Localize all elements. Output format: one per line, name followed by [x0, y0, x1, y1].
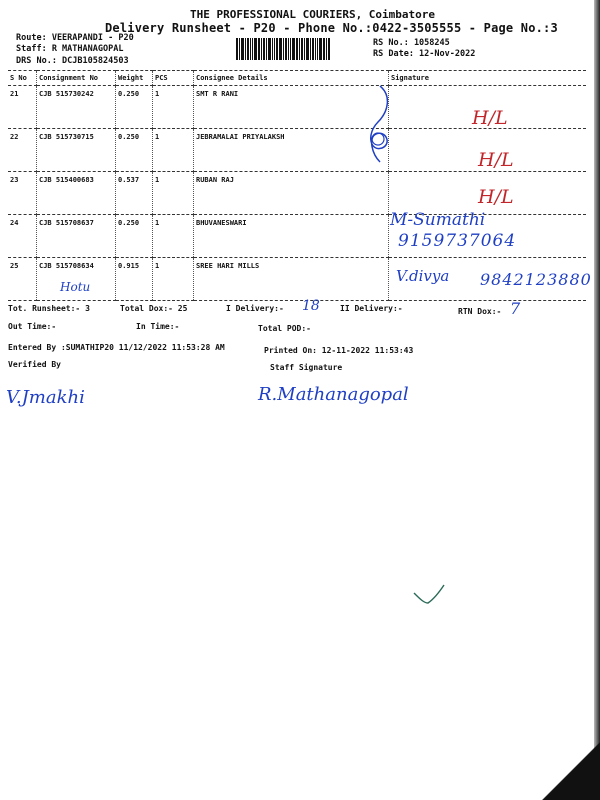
ii-delivery-label: II Delivery:-: [340, 304, 403, 313]
cell-consignee: SMT R RANI: [194, 86, 389, 129]
handwritten-receiver-name-24: M-Sumathi: [390, 210, 486, 230]
cell-weight: 0.250: [116, 86, 153, 129]
handwritten-phone-24: 9159737064: [398, 231, 517, 251]
verified-by-label: Verified By: [8, 360, 61, 369]
cell-pcs: 1: [153, 129, 194, 172]
total-dox: Total Dox:- 25: [120, 304, 188, 313]
table-header-row: [8, 71, 586, 86]
rtn-dox-label: RTN Dox:-: [458, 307, 502, 316]
handwritten-note-25: Hotu: [60, 280, 91, 294]
cell-weight: 0.250: [116, 129, 153, 172]
cell-pcs: 1: [153, 86, 194, 129]
staff-signature-label: Staff Signature: [270, 363, 343, 372]
runsheet-subtitle: Delivery Runsheet - P20 - Phone No.:0422-3505555 - Page No.:3: [105, 21, 558, 35]
scan-fold-corner: [540, 730, 600, 800]
i-delivery-label: I Delivery:-: [226, 304, 284, 313]
out-time: Out Time:-: [8, 322, 57, 331]
total-pod: Total POD:-: [258, 324, 311, 333]
barcode: [236, 38, 358, 60]
rs-number: RS No.: 1058245: [373, 38, 450, 48]
staff-signature: R.Mathanagopal: [258, 384, 409, 405]
route-label: Route: VEERAPANDI - P20: [16, 33, 134, 43]
tot-runsheet: Tot. Runsheet:- 3: [8, 304, 90, 313]
cell-consignment: CJB 515730715: [37, 129, 116, 172]
col-consignment: Consignment No: [37, 71, 116, 86]
cell-pcs: 1: [153, 215, 194, 258]
staff-label: Staff: R MATHANAGOPAL: [16, 44, 124, 54]
cell-sno: 25: [8, 258, 37, 301]
cell-weight: 0.915: [116, 258, 153, 301]
cell-consignment: CJB 515730242: [37, 86, 116, 129]
cell-consignee: BHUVANESWARI: [194, 215, 389, 258]
cell-sno: 24: [8, 215, 37, 258]
handwritten-hl-23: H/L: [478, 186, 514, 208]
handwritten-receiver-name-25: V.divya: [396, 267, 450, 285]
cell-weight: 0.537: [116, 172, 153, 215]
col-consignee: Consignee Details: [194, 71, 389, 86]
cell-sno: 22: [8, 129, 37, 172]
handwritten-hl-22: H/L: [478, 149, 514, 171]
cell-sno: 21: [8, 86, 37, 129]
scribble-signature-icon: [358, 82, 398, 167]
tick-mark-icon: [410, 583, 446, 607]
company-title: THE PROFESSIONAL COURIERS, Coimbatore: [190, 8, 436, 21]
rs-date: RS Date: 12-Nov-2022: [373, 49, 476, 59]
handwritten-hl-21: H/L: [472, 107, 508, 129]
cell-consignment: CJB 515708634: [37, 258, 116, 301]
drs-number: DRS No.: DCJB105824503: [16, 56, 129, 66]
cell-consignee: SREE HARI MILLS: [194, 258, 389, 301]
handwritten-rtn-dox: 7: [510, 299, 521, 318]
verified-by-signature: V.Jmakhi: [6, 387, 85, 408]
handwritten-i-delivery: 18: [302, 298, 320, 314]
col-signature: Signature: [389, 71, 587, 86]
col-sno: S No: [8, 71, 37, 86]
cell-weight: 0.250: [116, 215, 153, 258]
col-weight: Weight: [116, 71, 153, 86]
printed-on: Printed On: 12-11-2022 11:53:43: [264, 346, 414, 355]
handwritten-phone-25: 9842123880: [480, 270, 592, 289]
cell-pcs: 1: [153, 172, 194, 215]
cell-consignment: CJB 515400683: [37, 172, 116, 215]
in-time: In Time:-: [136, 322, 180, 331]
cell-consignee: JEBRAMALAI PRIYALAKSH: [194, 129, 389, 172]
cell-pcs: 1: [153, 258, 194, 301]
cell-sno: 23: [8, 172, 37, 215]
cell-consignment: CJB 515708637: [37, 215, 116, 258]
cell-consignee: RUBAN RAJ: [194, 172, 389, 215]
col-pcs: PCS: [153, 71, 194, 86]
scan-edge: [594, 0, 600, 800]
entered-by: Entered By :SUMATHIP20 11/12/2022 11:53:28 AM: [8, 343, 225, 352]
